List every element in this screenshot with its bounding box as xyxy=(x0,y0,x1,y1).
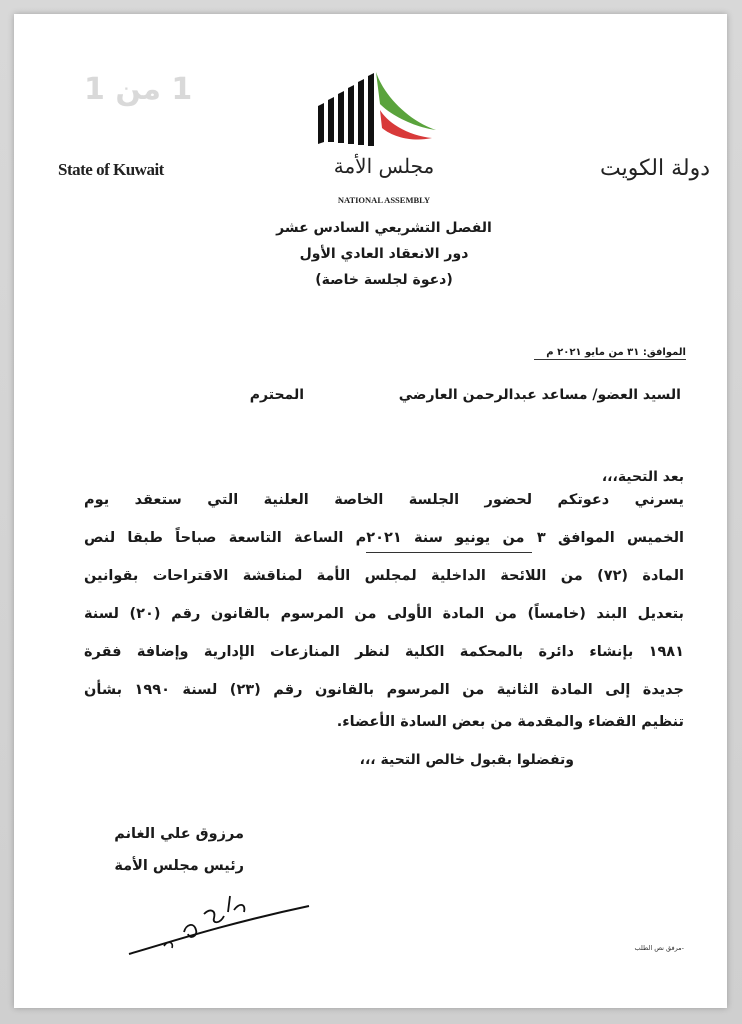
body-line-7: تنظيم القضاء والمقدمة من بعض السادة الأعضاء. xyxy=(336,714,684,730)
signatory-title: رئيس مجلس الأمة xyxy=(114,858,244,874)
page-count-watermark: 1 من 1 xyxy=(84,72,193,107)
body-line-2: الخميس الموافق ٣ من يونيو سنة ٢٠٢١م الساعة التاسعة صباحاً طبقا لنص xyxy=(84,530,685,546)
national-assembly-logo-icon xyxy=(314,66,454,208)
letter-page xyxy=(14,14,727,1008)
assembly-name-english: NATIONAL ASSEMBLY xyxy=(337,195,431,205)
state-name-english: State of Kuwait xyxy=(58,160,164,179)
body-line-4: بتعديل البند (خامساً) من المادة الأولى من المرسوم بالقانون رقم (٢٠) لسنة xyxy=(84,606,684,622)
time-underline xyxy=(366,552,532,553)
assembly-name-arabic: مجلس الأمة xyxy=(333,154,435,178)
greeting: بعد التحية،،، xyxy=(601,469,684,485)
body-line-1: يسرني دعوتكم لحضور الجلسة الخاصة العلنية التي ستعقد يوم xyxy=(84,492,684,508)
legislative-term-heading: الفصل التشريعي السادس عشر xyxy=(276,220,492,236)
body-line-6: جديدة إلى المادة الثانية من المرسوم بالقانون رقم (٢٣) لسنة ١٩٩٠ بشأن xyxy=(84,682,684,698)
recipient-name: السيد العضو/ مساعد عبدالرحمن العارضي xyxy=(398,387,681,403)
handwritten-signature-icon xyxy=(124,884,324,964)
body-line-5: ١٩٨١ بإنشاء دائرة بالمحكمة الكلية لنظر المنازعات الإدارية وإضافة فقرة xyxy=(84,644,684,660)
state-name-arabic: دولة الكويت xyxy=(600,156,710,181)
special-session-heading: (دعوة لجلسة خاصة) xyxy=(315,272,453,288)
date-container xyxy=(534,347,686,363)
signatory-name: مرزوق علي الغانم xyxy=(114,826,244,842)
session-round-heading: دور الانعقاد العادي الأول xyxy=(299,246,469,262)
recipient-honorific: المحترم xyxy=(249,387,304,403)
closing-salutation: وتفضلوا بقبول خالص التحية ،،، xyxy=(359,752,574,768)
attachment-note: -مرفق نص الطلب xyxy=(634,944,684,952)
letter-date: الموافق: ٣١ من مايو ٢٠٢١ م xyxy=(534,347,686,360)
body-line-3: المادة (٧٢) من اللائحة الداخلية لمجلس الأمة لمناقشة الاقتراحات بقوانين xyxy=(84,568,684,584)
